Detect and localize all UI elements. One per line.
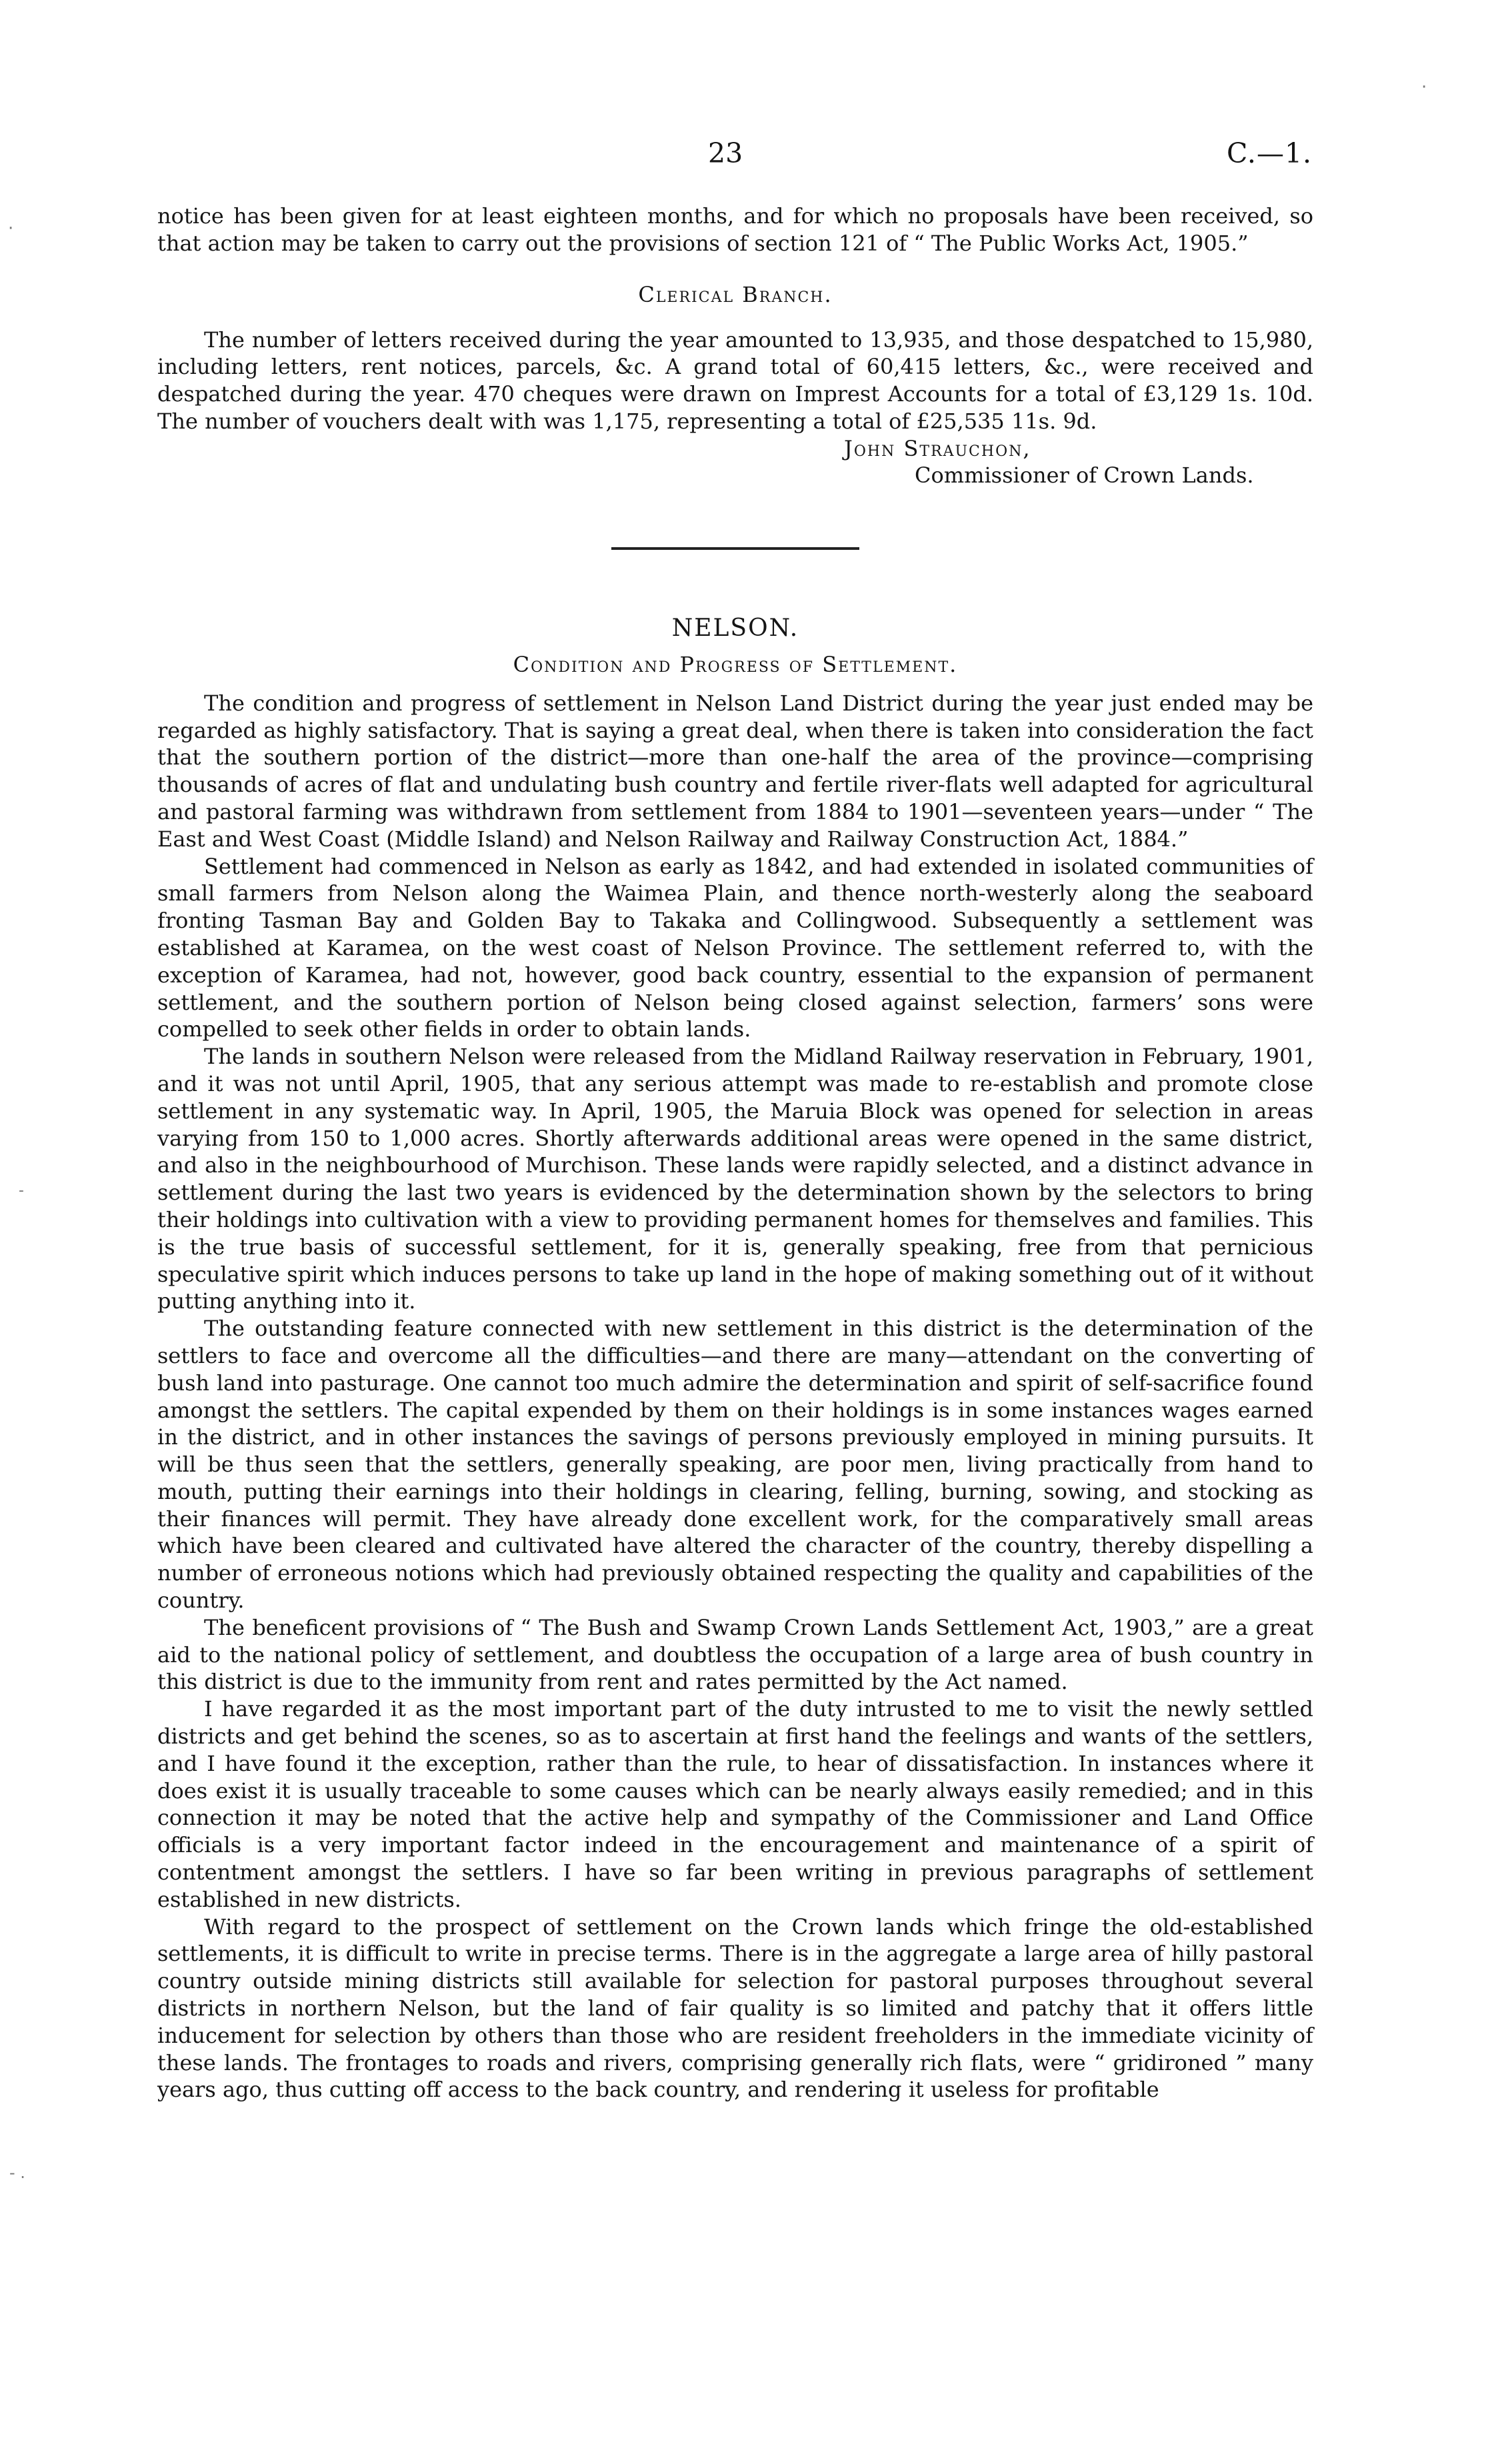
nelson-subheading: Condition and Progress of Settlement. bbox=[513, 651, 958, 677]
nelson-paragraph: The condition and progress of settlement in Nelson Land District during the year just ended may be regarded as highly satisfactory. That is saying a great deal, when there is taken into consideration the fact that the southern portion of the district—more than one-half the area of the province—comprising thousands of acres of flat and undulating bush country and fertile river-flats well adapted for agricultural and pastoral farming was withdrawn from settlement from 1884 to 1901—seventeen years—under “ The East and West Coast (Middle Island) and Nelson Railway and Railway Construction Act, 1884.” bbox=[157, 690, 1313, 852]
nelson-paragraph: Settlement had commenced in Nelson as early as 1842, and had extended in isolated communities of small farmers from Nelson along the Waimea Plain, and thence north-westerly along the seaboard fronting Tasman Bay and Golden Bay to Takaka and Collingwood. Subsequently a settlement was established at Karamea, on the west coast of Nelson Province. The settlement referred to, with the exception of Karamea, had not, however, good back country, essential to the expansion of permanent settlement, and the southern portion of Nelson being closed against selection, farmers’ sons were compelled to seek other fields in order to obtain lands. bbox=[157, 853, 1313, 1042]
margin-mark: - . bbox=[9, 2163, 25, 2182]
nelson-paragraph: I have regarded it as the most important part of the duty intrusted to me to visit the newly settled districts and get behind the scenes, so as to ascertain at first hand the feelings and wants of the settlers, and I have found it the exception, rather than the rule, to hear of dissatisfaction. In instances where it does exist it is usually traceable to some causes which can be nearly always easily remedied; and in this connection it may be noted that the active help and sympathy of the Commissioner and Land Office officials is a very important factor indeed in the encouragement and maintenance of a spirit of contentment amongst the settlers. I have so far been writing in previous paragraphs of settlement established in new districts. bbox=[157, 1696, 1313, 1912]
nelson-paragraph: The beneficent provisions of “ The Bush and Swamp Crown Lands Settlement Act, 1903,” are a great aid to the national policy of settlement, and doubtless the occupation of a large area of bush country in this district is due to the immunity from rent and rates permitted by the Act named. bbox=[157, 1614, 1313, 1695]
clerical-branch-paragraph: The number of letters received during the year amounted to 13,935, and those despatched to 15,980, including letters, rent notices, parcels, &c. A grand total of 60,415 letters, &c., were received and despatched during the year. 470 cheques were drawn on Imprest Accounts for a total of £3,129 1s. 10d. The number of vouchers dealt with was 1,175, representing a total of £25,535 11s. 9d. bbox=[157, 327, 1313, 434]
page-number: 23 bbox=[708, 137, 743, 169]
margin-mark: · bbox=[8, 219, 14, 239]
nelson-paragraph: The lands in southern Nelson were released from the Midland Railway reservation in February, 1901, and it was not until April, 1905, that any serious attempt was made to re-establish and promote close settlement in any systematic way. In April, 1905, the Maruia Block was opened for selection in areas varying from 150 to 1,000 acres. Shortly afterwards additional areas were opened in the same district, and also in the neighbourhood of Murchison. These lands were rapidly selected, and a distinct advance in settlement during the last two years is evidenced by the determination shown by the selectors to bring their holdings into cultivation with a view to providing permanent homes for themselves and families. This is the true basis of successful settlement, for it is, generally speaking, free from that pernicious speculative spirit which induces persons to take up land in the hope of making something out of it without putting anything into it. bbox=[157, 1044, 1313, 1314]
margin-mark: - bbox=[19, 1182, 24, 1199]
signature-name: John Strauchon, bbox=[844, 435, 1031, 461]
continued-paragraph: notice has been given for at least eighteen months, and for which no proposals have been received, so that action may be taken to carry out the provisions of section 121 of “ The Public Works Act, 1905.” bbox=[157, 203, 1313, 256]
signature-title: Commissioner of Crown Lands. bbox=[915, 462, 1254, 488]
page-header bbox=[0, 137, 1488, 177]
nelson-title: NELSON. bbox=[671, 614, 799, 642]
document-reference: C.—1. bbox=[1227, 137, 1313, 169]
section-divider bbox=[611, 547, 859, 550]
signature-block bbox=[157, 435, 1313, 489]
margin-mark: · bbox=[1421, 77, 1427, 97]
nelson-paragraph: The outstanding feature connected with new settlement in this district is the determination of the settlers to face and overcome all the difficulties—and there are many—attendant on the converting of bush land into pasturage. One cannot too much admire the determination and spirit of self-sacrifice found amongst the settlers. The capital expended by them on their holdings is in some instances wages earned in the district, and in other instances the savings of persons previously employed in mining pursuits. It will be thus seen that the settlers, generally speaking, are poor men, living practically from hand to mouth, putting their earnings into their holdings in clearing, felling, burning, sowing, and stocking as their finances will permit. They have already done excellent work, for the comparatively small areas which have been cleared and cultivated have altered the character of the country, thereby dispelling a number of erroneous notions which had previously obtained respecting the quality and capabilities of the country. bbox=[157, 1316, 1313, 1614]
clerical-branch-heading: Clerical Branch. bbox=[638, 281, 833, 307]
nelson-paragraph: With regard to the prospect of settlement on the Crown lands which fringe the old-established settlements, it is difficult to write in precise terms. There is in the aggregate a large area of hilly pastoral country outside mining districts still available for selection for pastoral purposes throughout several districts in northern Nelson, but the land of fair quality is so limited and patchy that it offers little inducement for selection by others than those who are resident freeholders in the immediate vicinity of these lands. The frontages to roads and rivers, comprising generally rich flats, were “ gridironed ” many years ago, thus cutting off access to the back country, and rendering it useless for profitable bbox=[157, 1913, 1313, 2103]
main-content bbox=[157, 203, 1313, 2103]
